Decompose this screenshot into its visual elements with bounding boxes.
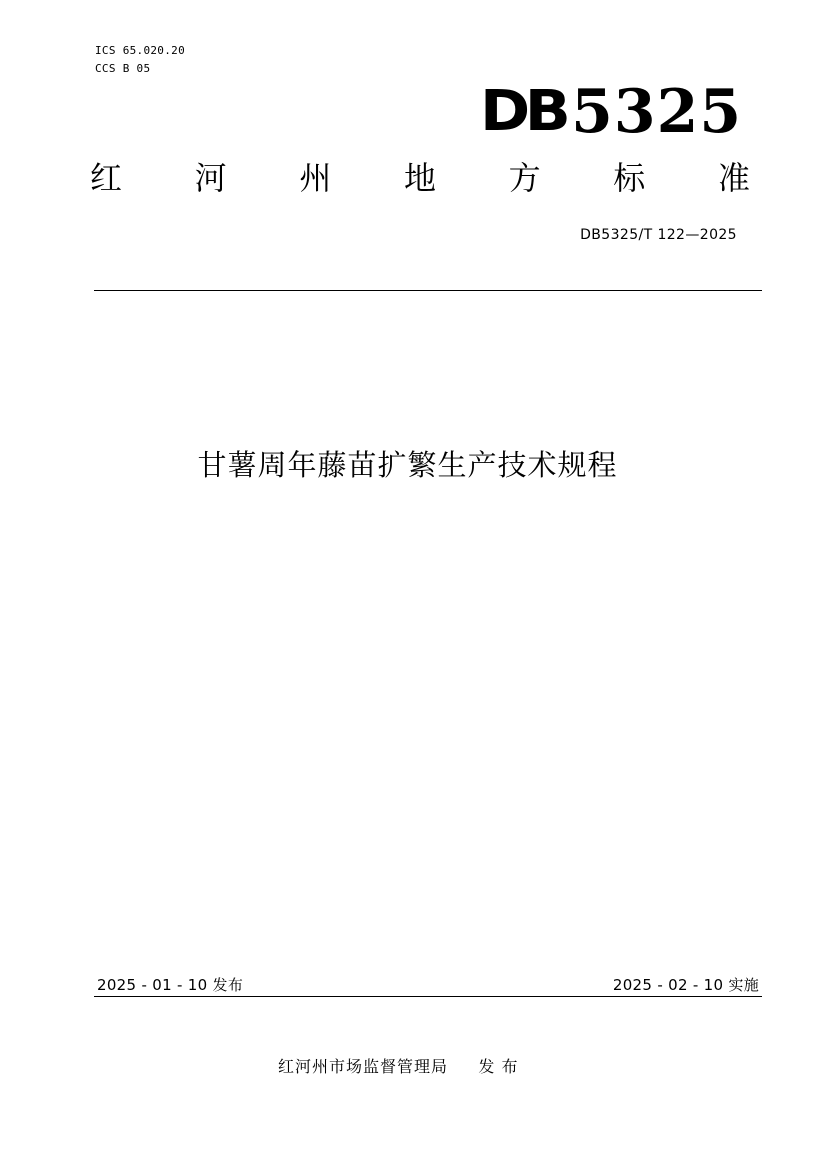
- issuing-authority: 红河州市场监督管理局 发 布: [278, 1057, 519, 1076]
- standard-type-char: 红: [90, 159, 123, 197]
- standard-type-char: 标: [613, 159, 646, 197]
- logo-number: 5325: [571, 77, 743, 147]
- standard-type-char: 州: [299, 159, 332, 197]
- standard-type-char: 方: [508, 159, 541, 197]
- top-divider: [94, 290, 762, 291]
- ics-code: ICS 65.020.20: [95, 44, 185, 57]
- standard-type-char: 河: [194, 159, 227, 197]
- standard-type-heading: [90, 158, 750, 198]
- bottom-divider: [94, 996, 762, 997]
- implementation-date: 2025 - 02 - 10 实施: [612, 976, 759, 994]
- standard-type-char: 准: [717, 159, 750, 197]
- issue-date: 2025 - 01 - 10 发布: [97, 976, 244, 994]
- document-title: 甘薯周年藤苗扩繁生产技术规程: [197, 448, 618, 482]
- ccs-code: CCS B 05: [95, 62, 151, 75]
- standard-logo: [480, 77, 743, 147]
- standard-number: DB5325/T 122—2025: [580, 227, 737, 243]
- standard-type-char: 地: [403, 159, 436, 197]
- classification-codes: [95, 42, 185, 78]
- logo-db-mark: DB: [480, 79, 566, 144]
